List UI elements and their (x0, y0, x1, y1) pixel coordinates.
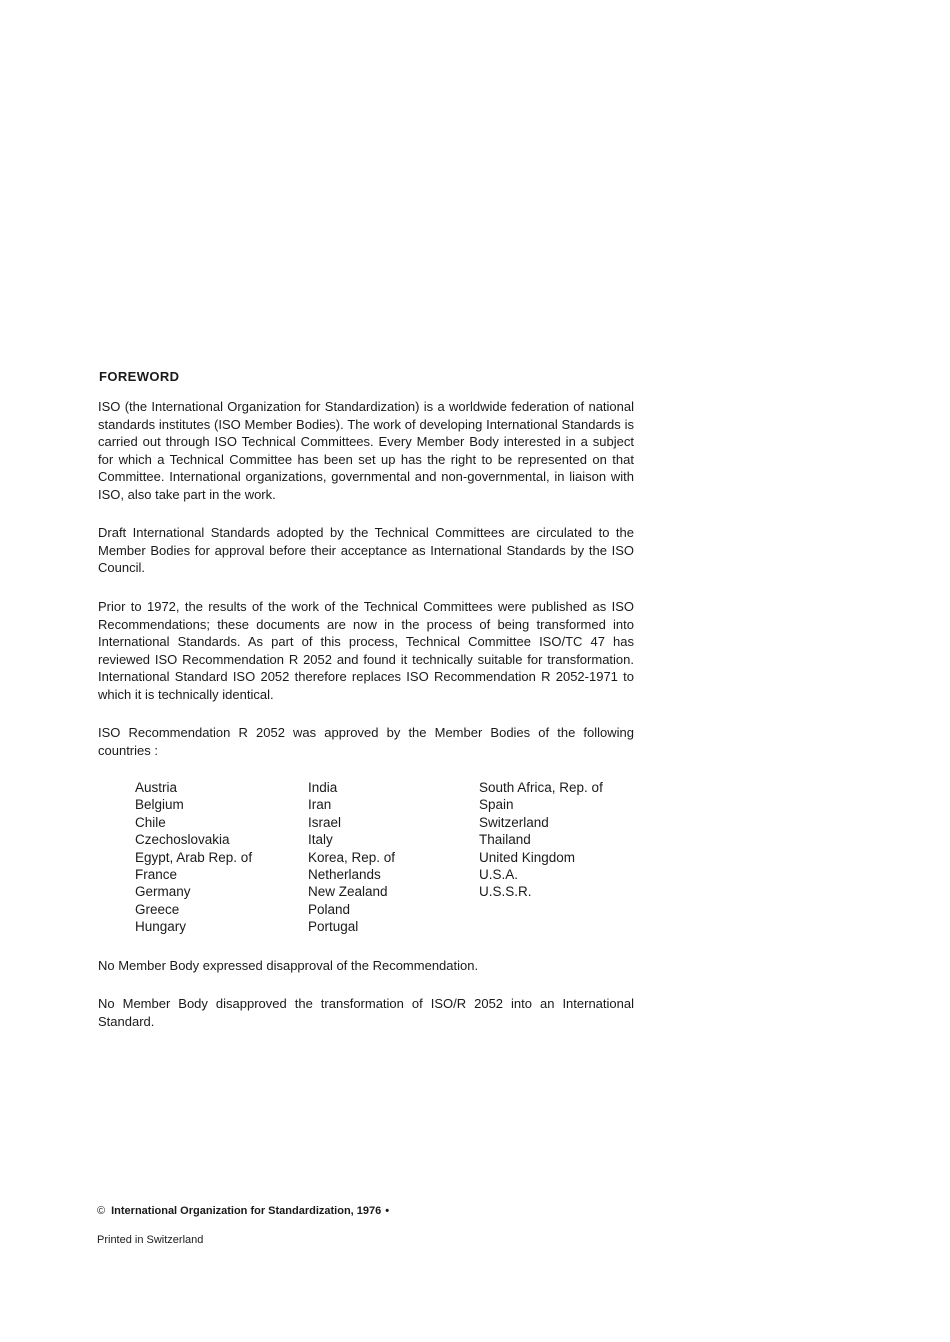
country-item: India (308, 780, 338, 795)
country-item: Germany (135, 884, 191, 900)
country-item: Czechoslovakia (135, 832, 230, 848)
copyright-symbol: © (97, 1205, 106, 1217)
foreword-paragraph-iso-intro: ISO (the International Organization for Standardization) is a worldwide federation of national standards institutes (ISO Member Bodies). The work of developing International Standards is carried out through ISO Technical Committees. Every Member Body interested in a subject for which a Technical Committee has been set up has the right to be represented on that Committee. International organizations, governmental and non-governmental, in liaison with ISO, also take part in the work. (98, 399, 634, 502)
country-item: Chile (135, 814, 166, 830)
foreword-heading: FOREWORD (99, 369, 180, 384)
country-item: Austria (135, 780, 178, 795)
country-item: South Africa, Rep. of (479, 780, 603, 795)
country-item: U.S.A. (479, 867, 519, 883)
foreword-paragraph-draft-standards: Draft International Standards adopted by the Technical Committees are circulated to the Member Bodies for approval before their acceptance as International Standards by the ISO Council. (98, 525, 634, 576)
countries-column-3 (479, 779, 603, 901)
copyright-text: International Organization for Standardization, 1976 (111, 1205, 382, 1217)
country-item: Israel (308, 814, 342, 830)
foreword-paragraph-transformation: No Member Body disapproved the transformation of ISO/R 2052 into an International Standard. (98, 996, 634, 1029)
foreword-paragraph-history: Prior to 1972, the results of the work of the Technical Committees were published as ISO Recommendations; these documents are now in the process of being transformed into International Standards. As part of this process, Technical Committee ISO/TC 47 has reviewed ISO Recommendation R 2052 and found it technically suitable for transformation. International Standard ISO 2052 therefore replaces ISO Recommendation R 2052-1971 to which it is technically identical. (98, 599, 634, 702)
country-item: Egypt, Arab Rep. of (135, 849, 253, 865)
country-item: Italy (308, 832, 333, 848)
copyright-bullet: • (385, 1205, 390, 1217)
country-item: Hungary (135, 919, 187, 935)
printed-in-notice: Printed in Switzerland (97, 1234, 204, 1246)
country-item: New Zealand (308, 884, 388, 900)
foreword-paragraph-no-disapproval: No Member Body expressed disapproval of the Recommendation. (98, 958, 479, 973)
country-item: Netherlands (308, 867, 381, 883)
country-item: Switzerland (479, 814, 549, 830)
country-item: Belgium (135, 797, 184, 813)
countries-column-1 (135, 779, 252, 936)
country-item: Poland (308, 901, 351, 917)
foreword-paragraph-approval: ISO Recommendation R 2052 was approved by the Member Bodies of the following countries : (98, 725, 634, 758)
country-item: Portugal (308, 919, 359, 935)
country-item: France (135, 867, 178, 883)
countries-column-2 (308, 779, 395, 936)
country-item: Korea, Rep. of (308, 849, 396, 865)
country-item: United Kingdom (479, 849, 576, 865)
country-item: U.S.S.R. (479, 884, 532, 900)
country-item: Spain (479, 797, 514, 813)
country-item: Thailand (479, 832, 531, 848)
country-item: Iran (308, 797, 332, 813)
country-item: Greece (135, 901, 180, 917)
copyright-notice (97, 1205, 389, 1217)
